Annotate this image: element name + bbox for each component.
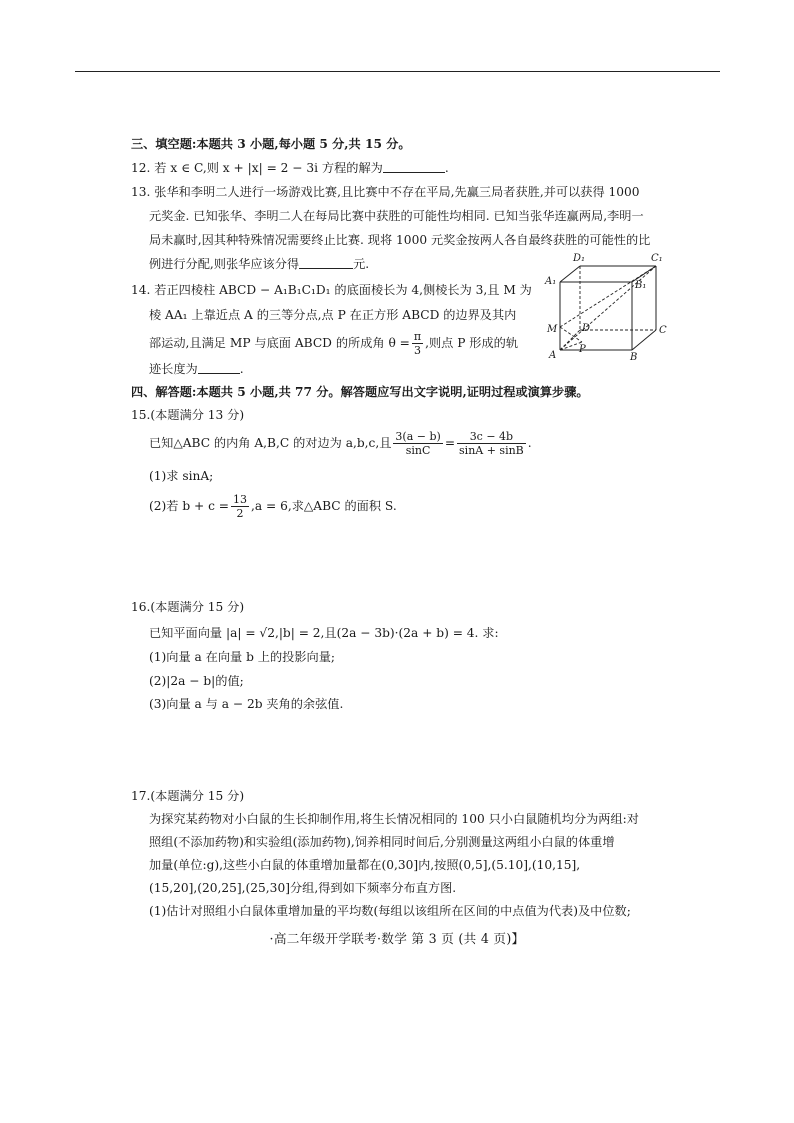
q12-text: 12. 若 x ∈ C,则 x + |x| = 2 − 3i 方程的解为: [131, 161, 383, 175]
q14-line2: 棱 AA₁ 上靠近点 A 的三等分点,点 P 在正方形 ABCD 的边界及其内: [149, 308, 517, 322]
q16-part2: (2)|2a − b|的值;: [149, 674, 244, 688]
q15-right-denominator: sinA + sinB: [459, 444, 524, 457]
q16-part1: (1)向量 a 在向量 b 上的投影向量;: [149, 650, 335, 664]
q15-part2: [149, 491, 397, 521]
q15-part2-fraction: [231, 493, 249, 520]
header-rule: [75, 71, 720, 72]
q17-part1: (1)估计对照组小白鼠体重增加量的平均数(每组以该组所在区间的中点值为代表)及中位数;: [149, 904, 631, 918]
q16-condition: 已知平面向量 |a| = √2,|b| = 2,且(2a − 3b)·(2a + b) = 4. 求:: [149, 626, 499, 640]
section-3-heading: 三、填空题:本题共 3 小题,每小题 5 分,共 15 分。: [131, 137, 411, 151]
q15-fraction-left: [393, 430, 442, 457]
prism-figure: [540, 253, 670, 363]
section-4-heading: 四、解答题:本题共 5 小题,共 77 分。解答题应写出文字说明,证明过程或演算步骤。: [131, 385, 589, 399]
segment-m-c1: [560, 266, 656, 327]
q12-end: .: [444, 161, 449, 175]
q16-part3: (3)向量 a 与 a − 2b 夹角的余弦值.: [149, 697, 344, 711]
label-b1: B₁: [635, 280, 647, 291]
q16-header: 16.(本题满分 15 分): [131, 600, 245, 614]
q15-part1: (1)求 sinA;: [149, 469, 214, 483]
label-d1: D₁: [573, 253, 586, 264]
edge-b-c: [632, 330, 656, 350]
label-a1: A₁: [545, 276, 557, 287]
q15-part2-denominator: 2: [236, 507, 244, 520]
q14-line1: 14. 若正四棱柱 ABCD − A₁B₁C₁D₁ 的底面棱长为 4,侧棱长为 3,且 M 为: [131, 283, 532, 297]
theta-numerator: π: [413, 330, 422, 343]
page-footer: ·高二年级开学联考·数学 第 3 页 (共 4 页)】: [269, 931, 525, 946]
label-a: A: [549, 350, 557, 361]
q13-line4: [149, 256, 369, 272]
q14-line3: [149, 330, 518, 357]
label-c1: C₁: [651, 253, 663, 264]
q13-answer-blank: [299, 256, 353, 269]
label-m: M: [547, 324, 558, 335]
segment-a-c1: [560, 266, 656, 350]
q15-condition-end: .: [527, 436, 532, 450]
q17-line1: 为探究某药物对小白鼠的生长抑制作用,将生长情况相同的 100 只小白鼠随机均分为两组:对: [149, 812, 639, 826]
q15-left-numerator: 3(a − b): [395, 430, 441, 443]
q15-part2-numerator: 13: [233, 493, 247, 506]
q14-line4-end: .: [239, 362, 244, 376]
q13-line4-text: 例进行分配,则张华应该分得: [149, 257, 300, 271]
q17-line2: 照组(不添加药物)和实验组(添加药物),饲养相同时间后,分别测量这两组小白鼠的体重增: [149, 835, 615, 849]
label-c: C: [659, 325, 667, 336]
q15-right-numerator: 3c − 4b: [457, 430, 526, 444]
q14-line4: [149, 361, 244, 377]
q13-line2: 元奖金. 已知张华、李明二人在每局比赛中获胜的可能性均相同. 已知当张华连赢两局,李明一: [149, 209, 644, 223]
segment-m-p: [560, 327, 582, 342]
theta-denominator: 3: [413, 344, 421, 357]
q14-line4-text: 迹长度为: [149, 362, 198, 376]
label-d: D: [582, 323, 591, 334]
q13-line1: 13. 张华和李明二人进行一场游戏比赛,且比赛中不存在平局,先赢三局者获胜,并可以获得 1000: [131, 185, 640, 199]
q14-answer-blank: [198, 361, 240, 374]
hidden-edge-a-d: [560, 330, 580, 350]
q17-line4: (15,20],(20,25],(25,30]分组,得到如下频率分布直方图.: [149, 881, 457, 895]
label-p: P: [579, 344, 586, 355]
q17-header: 17.(本题满分 15 分): [131, 789, 245, 803]
q15-part2-text: (2)若 b + c =: [149, 499, 229, 513]
q15-left-denominator: sinC: [405, 444, 431, 457]
theta-fraction: [412, 330, 423, 357]
q15-condition-text: 已知△ABC 的内角 A,B,C 的对边为 a,b,c,且: [149, 436, 392, 450]
q14-line3-end: ,则点 P 形成的轨: [425, 336, 519, 350]
q15-header: 15.(本题满分 13 分): [131, 408, 245, 422]
q12-answer-blank: [383, 160, 445, 173]
q15-condition: [149, 428, 532, 458]
q13-line3: 局未赢时,因其种特殊情况需要终止比赛. 现将 1000 元奖金按两人各自最终获胜的可能性的比: [149, 233, 651, 247]
q15-fraction-right: [457, 430, 526, 457]
q13-line4-end: 元.: [353, 257, 370, 271]
q15-equals: =: [444, 436, 456, 450]
q15-part2-end: ,a = 6,求△ABC 的面积 S.: [251, 499, 397, 513]
q12: [131, 160, 449, 176]
label-b: B: [630, 352, 638, 363]
edge-a1-d1: [560, 266, 580, 282]
q14-line3-text: 部运动,且满足 MP 与底面 ABCD 的所成角 θ =: [149, 336, 410, 350]
q17-line3: 加量(单位:g),这些小白鼠的体重增加量都在(0,30]内,按照(0,5],(5.10],(10,15],: [149, 858, 581, 872]
